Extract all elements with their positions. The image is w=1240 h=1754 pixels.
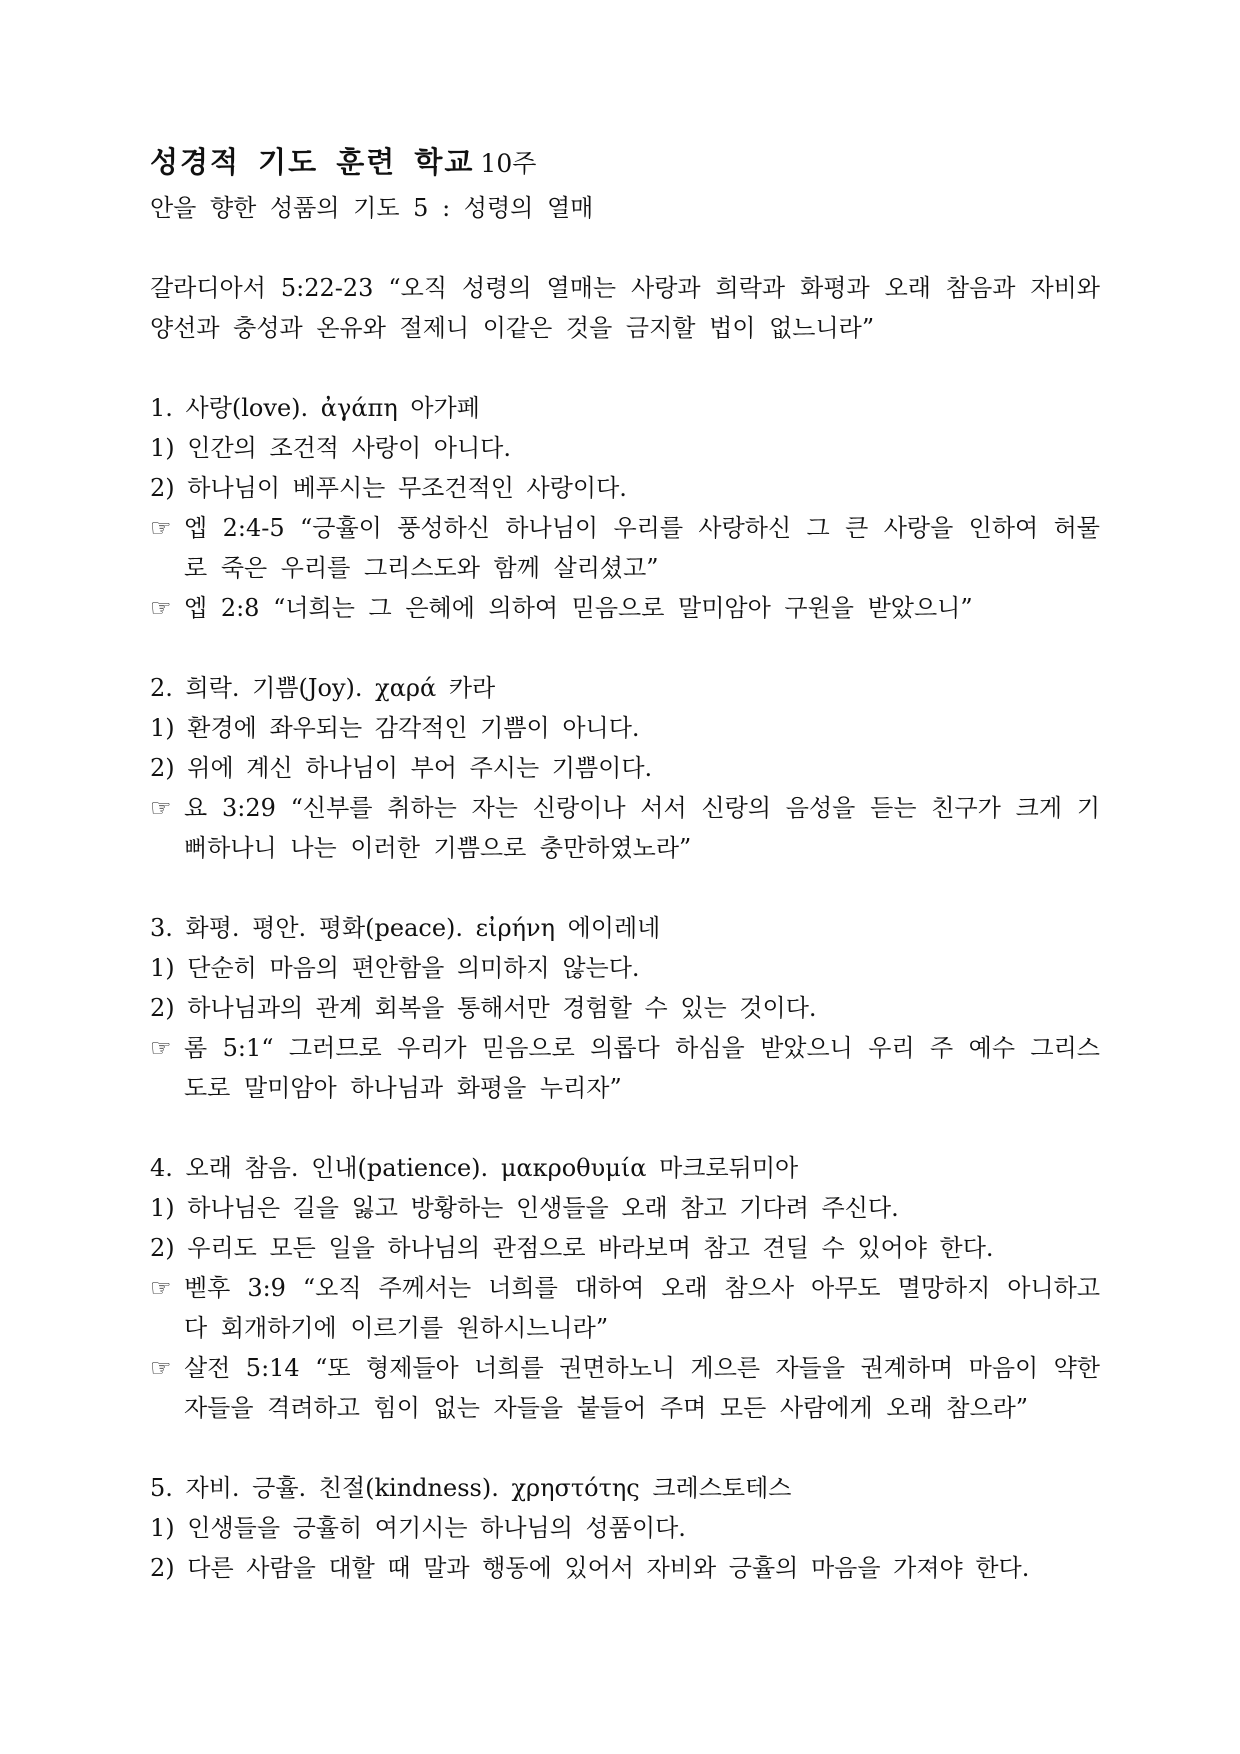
scripture-ref	[150, 1348, 1100, 1428]
point-1: 1) 인생들을 긍휼히 여기시는 하나님의 성품이다.	[150, 1514, 686, 1542]
section-heading	[150, 1148, 1100, 1188]
greek-word: ἀγάπη	[320, 394, 398, 422]
heading-text: 5. 자비. 긍휼. 친절(kindness).	[150, 1474, 499, 1502]
section-love	[150, 388, 1100, 628]
pointing-hand-icon: ☞	[150, 794, 172, 822]
point-1: 1) 하나님은 길을 잃고 방황하는 인생들을 오래 참고 기다려 주신다.	[150, 1194, 899, 1222]
pointing-hand-icon: ☞	[150, 1274, 172, 1302]
intro-verse: 갈라디아서 5:22-23 “오직 성령의 열매는 사랑과 희락과 화평과 오래 참음과 자비와 양선과 충성과 온유와 절제니 이같은 것을 금지할 법이 없느니라”	[150, 274, 1100, 342]
section-joy	[150, 668, 1100, 868]
point-2: 2) 하나님이 베푸시는 무조건적인 사랑이다.	[150, 474, 627, 502]
greek-word: εἰρήνη	[475, 914, 555, 942]
scripture-ref	[150, 788, 1100, 868]
scripture-text: 롬 5:1“ 그러므로 우리가 믿음으로 의롭다 하심을 받았으니 우리 주 예수 그리스도로 말미암아 하나님과 화평을 누리자”	[184, 1034, 1100, 1102]
pointing-hand-icon: ☞	[150, 514, 172, 542]
scripture-text: 요 3:29 “신부를 취하는 자는 신랑이나 서서 신랑의 음성을 듣는 친구가 크게 기뻐하나니 나는 이러한 기쁨으로 충만하였노라”	[184, 794, 1100, 862]
greek-transliteration: 마크로뒤미아	[659, 1154, 799, 1182]
title-main: 성경적 기도 훈련 학교	[150, 145, 475, 179]
greek-transliteration: 카라	[448, 674, 496, 702]
scripture-ref	[150, 1268, 1100, 1348]
point-2: 2) 하나님과의 관계 회복을 통해서만 경험할 수 있는 것이다.	[150, 994, 817, 1022]
point-1: 1) 단순히 마음의 편안함을 의미하지 않는다.	[150, 954, 640, 982]
section-heading	[150, 908, 1100, 948]
point-1: 1) 환경에 좌우되는 감각적인 기쁨이 아니다.	[150, 714, 640, 742]
heading-text: 2. 희락. 기쁨(Joy).	[150, 674, 363, 702]
greek-word: χαρά	[375, 674, 437, 702]
greek-transliteration: 에이레네	[567, 914, 661, 942]
section-patience	[150, 1148, 1100, 1428]
document-subtitle: 안을 향한 성품의 기도 5 : 성령의 열매	[150, 194, 594, 222]
greek-word: χρηστότης	[511, 1474, 640, 1502]
point-2: 2) 다른 사람을 대할 때 말과 행동에 있어서 자비와 긍휼의 마음을 가져야 한다.	[150, 1554, 1030, 1582]
pointing-hand-icon: ☞	[150, 594, 172, 622]
scripture-ref	[150, 588, 1100, 628]
pointing-hand-icon: ☞	[150, 1354, 172, 1382]
greek-word: μακροθυμία	[500, 1154, 647, 1182]
section-heading	[150, 668, 1100, 708]
point-2: 2) 우리도 모든 일을 하나님의 관점으로 바라보며 참고 견딜 수 있어야 한다.	[150, 1234, 994, 1262]
scripture-text: 엡 2:8 “너희는 그 은혜에 의하여 믿음으로 말미암아 구원을 받았으니”	[184, 594, 973, 622]
scripture-ref	[150, 508, 1100, 588]
scripture-text: 벧후 3:9 “오직 주께서는 너희를 대하여 오래 참으사 아무도 멸망하지 아니하고 다 회개하기에 이르기를 원하시느니라”	[184, 1274, 1100, 1342]
scripture-text: 살전 5:14 “또 형제들아 너희를 권면하노니 게으른 자들을 권계하며 마음이 약한 자들을 격려하고 힘이 없는 자들을 붙들어 주며 모든 사람에게 오래 참으라”	[184, 1354, 1100, 1422]
heading-text: 1. 사랑(love).	[150, 394, 309, 422]
section-heading	[150, 1468, 1100, 1508]
heading-text: 3. 화평. 평안. 평화(peace).	[150, 914, 464, 942]
title-week: 10주	[480, 149, 537, 178]
document-title	[150, 140, 1100, 186]
heading-text: 4. 오래 참음. 인내(patience).	[150, 1154, 489, 1182]
document-page	[150, 140, 1100, 1588]
scripture-text: 엡 2:4-5 “긍휼이 풍성하신 하나님이 우리를 사랑하신 그 큰 사랑을 인하여 허물로 죽은 우리를 그리스도와 함께 살리셨고”	[184, 514, 1100, 582]
greek-transliteration: 크레스토테스	[652, 1474, 792, 1502]
point-1: 1) 인간의 조건적 사랑이 아니다.	[150, 434, 511, 462]
scripture-ref	[150, 1028, 1100, 1108]
pointing-hand-icon: ☞	[150, 1034, 172, 1062]
section-heading	[150, 388, 1100, 428]
section-peace	[150, 908, 1100, 1108]
greek-transliteration: 아가페	[410, 394, 480, 422]
point-2: 2) 위에 계신 하나님이 부어 주시는 기쁨이다.	[150, 754, 653, 782]
section-kindness	[150, 1468, 1100, 1588]
